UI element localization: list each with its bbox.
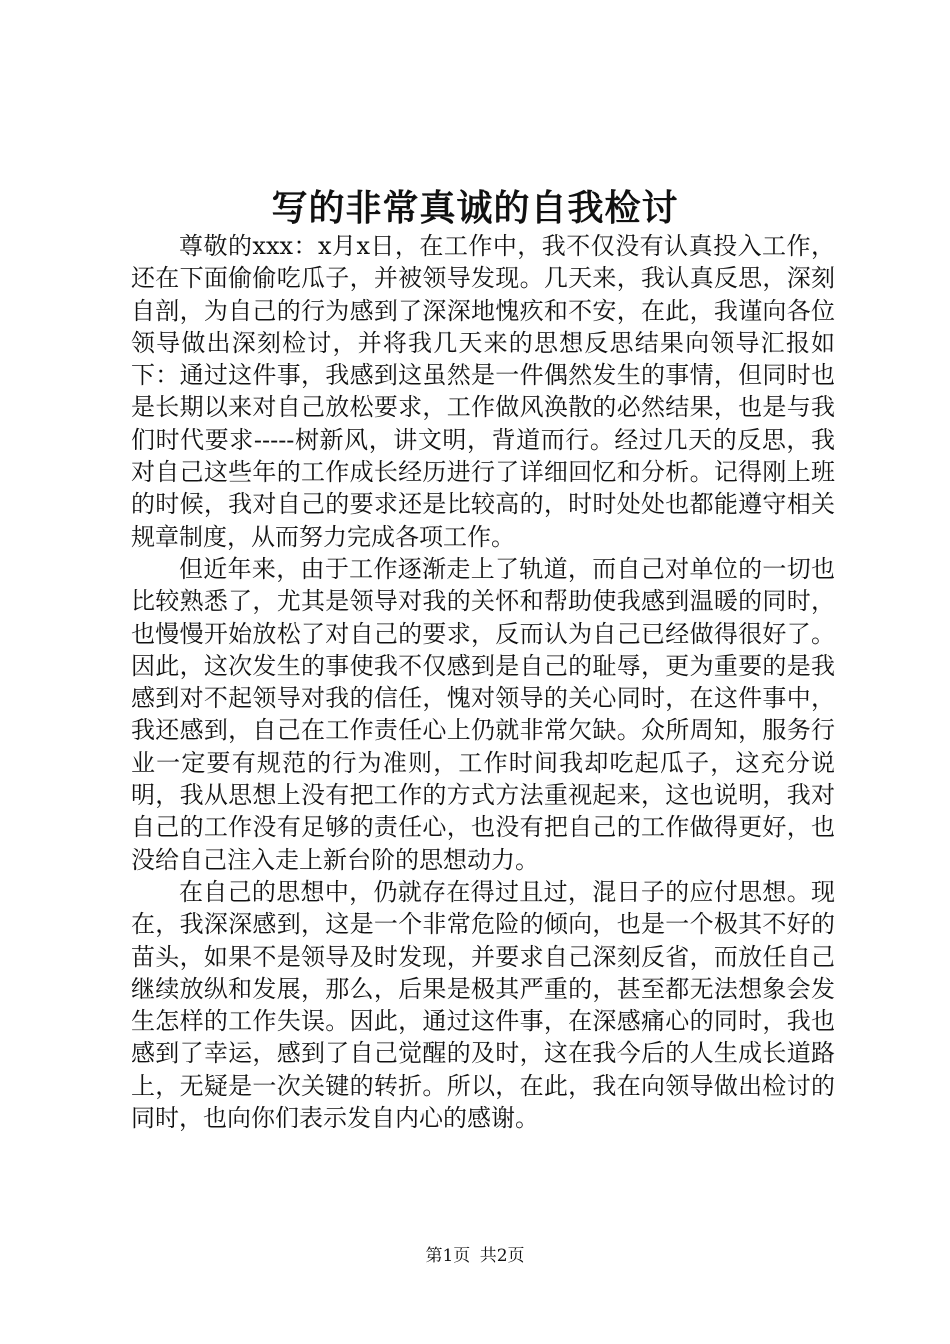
paragraph-3: 在自己的思想中，仍就存在得过且过，混日子的应付思想。现在，我深深感到，这是一个非常危险的倾向，也是一个极其不好的苗头，如果不是领导及时发现，并要求自己深刻反省，而放任自己继续放纵和发展，那么，后果是极其严重的，甚至都无法想象会发生怎样的工作失误。因此，通过这件事，在深感痛心的同时，我也感到了幸运，感到了自己觉醒的及时，这在我今后的人生成长道路上，无疑是一次关键的转折。所以，在此，我在向领导做出检讨的同时，也向你们表示发自内心的感谢。 xyxy=(131,877,835,1133)
document-title: 写的非常真诚的自我检讨 xyxy=(271,187,679,229)
page-number-current: 第1页 xyxy=(425,1246,471,1266)
paragraph-2: 但近年来，由于工作逐渐走上了轨道，而自己对单位的一切也比较熟悉了，尤其是领导对我的关怀和帮助使我感到温暖的同时，也慢慢开始放松了对自己的要求，反而认为自己已经做得很好了。因此，这次发生的事使我不仅感到是自己的耻辱，更为重要的是我感到对不起领导对我的信任，愧对领导的关心同时，在这件事中，我还感到，自己在工作责任心上仍就非常欠缺。众所周知，服务行业一定要有规范的行为准则，工作时间我却吃起瓜子，这充分说明，我从思想上没有把工作的方式方法重视起来，这也说明，我对自己的工作没有足够的责任心，也没有把自己的工作做得更好，也没给自己注入走上新台阶的思想动力。 xyxy=(131,554,835,874)
page-number-total: 共2页 xyxy=(479,1246,525,1266)
document-body xyxy=(131,230,835,1134)
paragraph-1: 尊敬的xxx：x月x日，在工作中，我不仅没有认真投入工作，还在下面偷偷吃瓜子，并被领导发现。几天来，我认真反思，深刻自剖，为自己的行为感到了深深地愧疚和不安，在此，我谨向各位领导做出深刻检讨，并将我几天来的思想反思结果向领导汇报如下：通过这件事，我感到这虽然是一件偶然发生的事情，但同时也是长期以来对自己放松要求，工作做风涣散的必然结果，也是与我们时代要求-----树新风，讲文明，背道而行。经过几天的反思，我对自己这些年的工作成长经历进行了详细回忆和分析。记得刚上班的时候，我对自己的要求还是比较高的，时时处处也都能遵守相关规章制度，从而努力完成各项工作。 xyxy=(131,232,835,551)
page-footer xyxy=(0,1244,950,1268)
